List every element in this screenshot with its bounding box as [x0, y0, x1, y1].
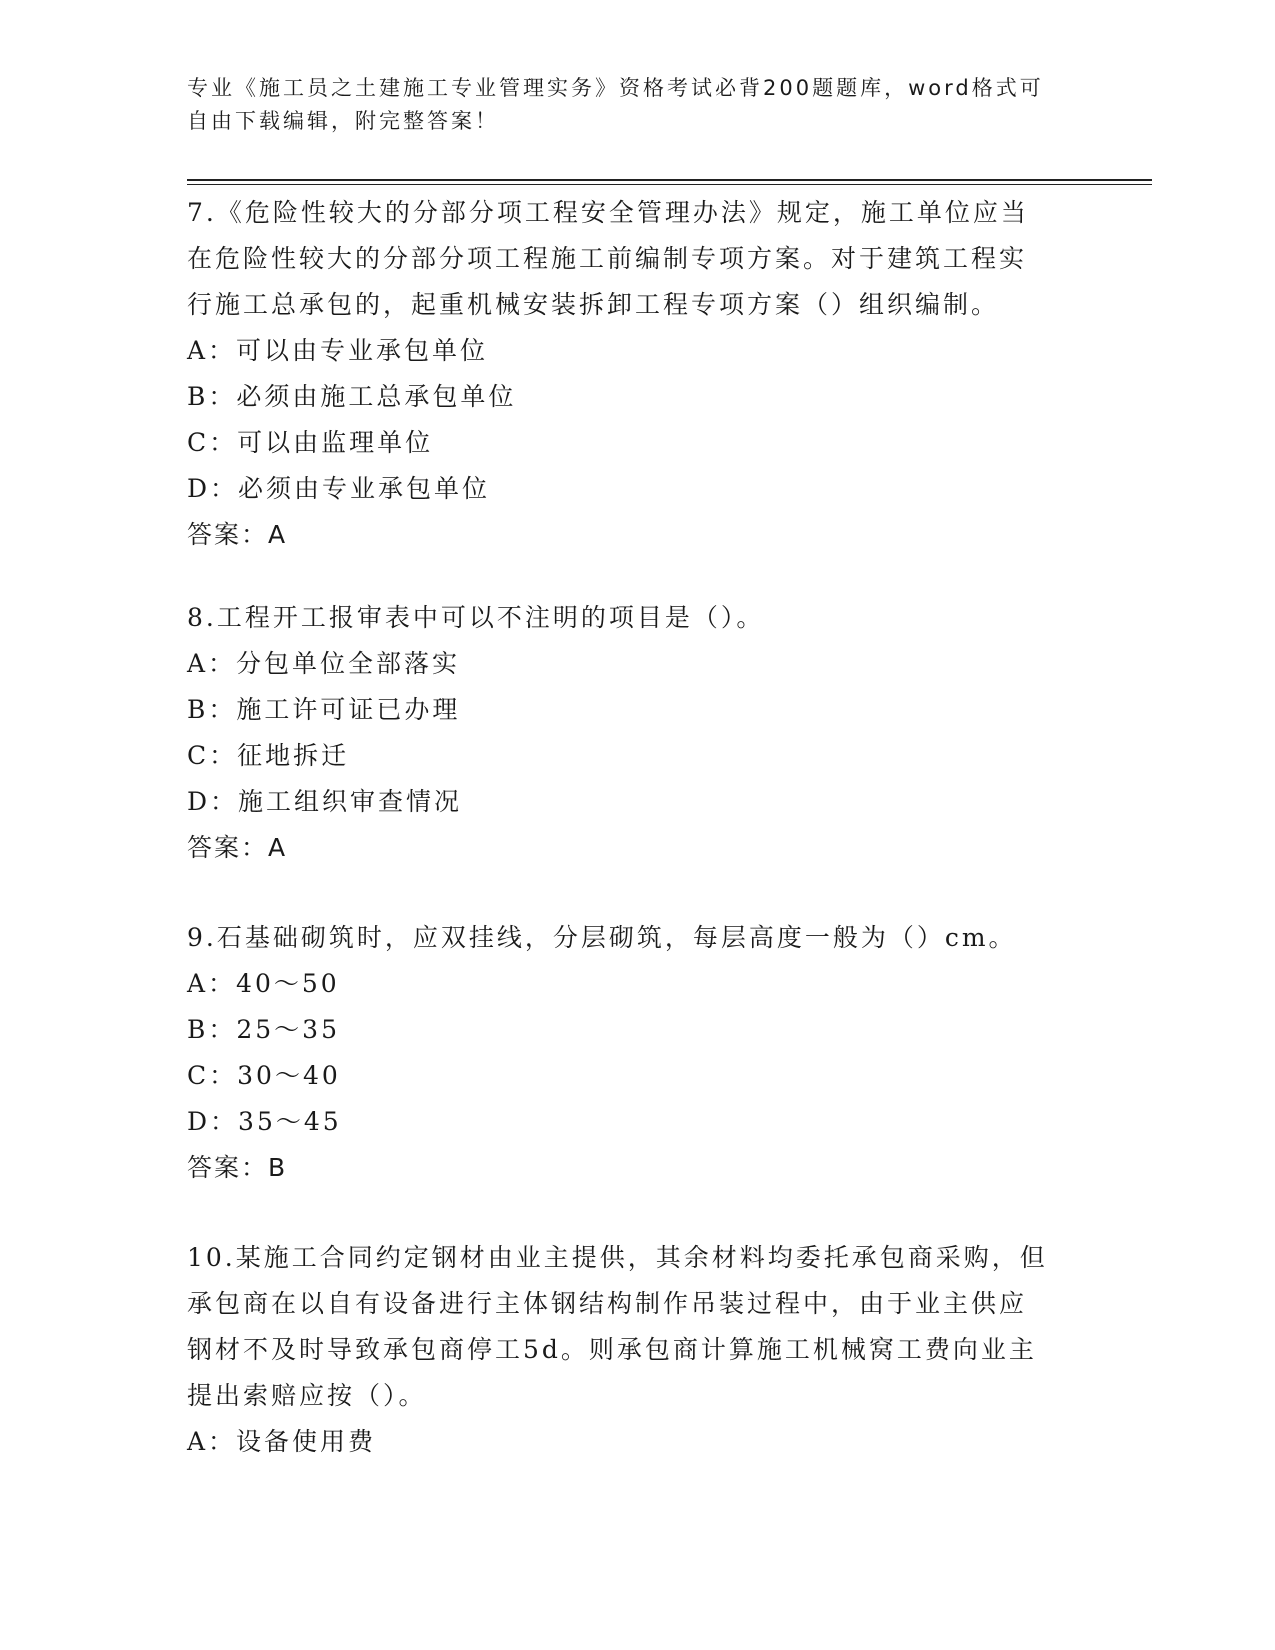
- header-line: 专业《施工员之土建施工专业管理实务》资格考试必背200题题库，word格式可: [187, 76, 1044, 100]
- option-d: D：必须由专业承包单位: [187, 474, 491, 503]
- option-b: B：必须由施工总承包单位: [187, 382, 517, 411]
- question-7: [187, 190, 1087, 558]
- question-text: 提出索赔应按（）。: [187, 1381, 427, 1410]
- question-text: 8.工程开工报审表中可以不注明的项目是（）。: [187, 603, 765, 632]
- option-d: D：施工组织审查情况: [187, 787, 463, 816]
- option-a: A：40～50: [187, 969, 340, 998]
- option-a: A：可以由专业承包单位: [187, 336, 489, 365]
- question-text: 10.某施工合同约定钢材由业主提供，其余材料均委托承包商采购，但: [187, 1243, 1048, 1272]
- option-d: D：35～45: [187, 1107, 342, 1136]
- document-header: [187, 72, 1077, 138]
- option-b: B：25～35: [187, 1015, 340, 1044]
- option-a: A：分包单位全部落实: [187, 649, 461, 678]
- header-line: 自由下载编辑，附完整答案！: [187, 109, 499, 133]
- question-8: [187, 595, 1087, 871]
- option-b: B：施工许可证已办理: [187, 695, 461, 724]
- header-divider: [187, 179, 1152, 181]
- question-text: 7.《危险性较大的分部分项工程安全管理办法》规定，施工单位应当: [187, 198, 1029, 227]
- question-text: 承包商在以自有设备进行主体钢结构制作吊装过程中，由于业主供应: [187, 1289, 1028, 1318]
- option-c: C：30～40: [187, 1061, 341, 1090]
- header-divider-thin: [187, 184, 1152, 185]
- question-10: [187, 1235, 1087, 1465]
- question-text: 钢材不及时导致承包商停工5d。则承包商计算施工机械窝工费向业主: [187, 1335, 1037, 1364]
- option-a: A：设备使用费: [187, 1427, 377, 1456]
- option-c: C：可以由监理单位: [187, 428, 434, 457]
- question-text: 行施工总承包的，起重机械安装拆卸工程专项方案（）组织编制。: [187, 290, 1000, 319]
- question-text: 在危险性较大的分部分项工程施工前编制专项方案。对于建筑工程实: [187, 244, 1028, 273]
- answer: 答案：A: [187, 520, 288, 549]
- option-c: C：征地拆迁: [187, 741, 350, 770]
- answer: 答案：A: [187, 833, 288, 862]
- question-9: [187, 915, 1087, 1191]
- answer: 答案：B: [187, 1153, 288, 1182]
- question-text: 9.石基础砌筑时，应双挂线，分层砌筑，每层高度一般为（）cm。: [187, 923, 1017, 952]
